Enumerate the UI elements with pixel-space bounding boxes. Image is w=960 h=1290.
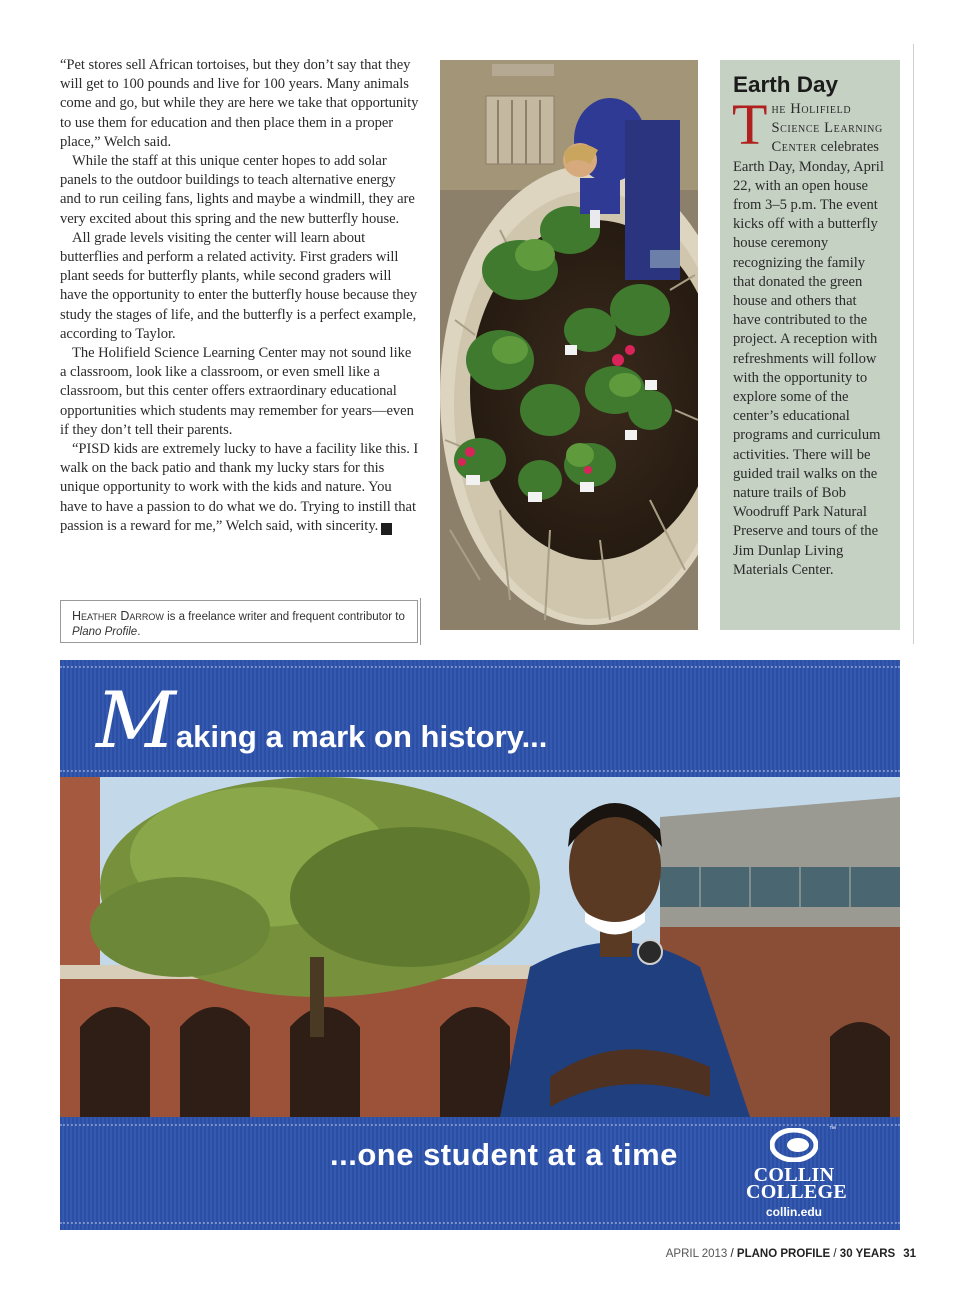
ad-tagline: ...one student at a time: [330, 1137, 678, 1172]
ad-headline: [96, 676, 547, 766]
article-paragraph-text: “PISD kids are extremely lucky to have a facility like this. I walk on the back patio and thank my lucky stars for this unique opportunity to work with the kids and nature. You have to have a passion to do what we do. Trying to instill that passion is a reward for me,” Welch said, with sincerity.: [60, 441, 419, 534]
sidebar-lead-in: he Holifield Science Learning Center: [771, 101, 883, 156]
end-mark-icon: p: [381, 523, 392, 535]
ad-student-photo: [60, 777, 900, 1117]
article-paragraph: The Holifield Science Learning Center may not sound like a classroom, look like a classroom, or even smell like a classroom, but this center offers extraordinary educational opportunities which students may remember for years—even if they don’t tell their parents.: [60, 345, 414, 438]
ad-stitch: [60, 1124, 900, 1126]
collin-college-logo: [746, 1126, 848, 1219]
magazine-name: Plano Profile: [72, 625, 138, 638]
footer-separator: /: [727, 1248, 737, 1260]
garden-photo: [440, 60, 698, 630]
footer-edition: 30 YEARS: [839, 1248, 896, 1260]
page-footer: [666, 1248, 916, 1260]
author-name: Heather Darrow: [72, 609, 164, 623]
article-paragraph: While the staff at this unique center hopes to add solar panels to the outdoor buildings to teach alternative energy and to run ceiling fans, lights and maybe a windmill, they are very excited about this spring and the new butterfly house.: [60, 153, 415, 227]
page-rule: [913, 44, 914, 644]
author-bio: [60, 600, 418, 643]
article-paragraph: “Pet stores sell African tortoises, but they don’t say that they will get to 100 pounds and live for 100 years. Many animals come and go, but while they are here we take that opportunity to use them for education and then place them in a proper place,” Welch said.: [60, 57, 419, 150]
ad-stitch: [60, 1222, 900, 1224]
page-number: 31: [903, 1248, 916, 1260]
sidebar-title: Earth Day: [733, 72, 839, 97]
logo-url: collin.edu: [765, 1205, 822, 1219]
sidebar-text: celebrates Earth Day, Monday, April 22, with an open house from 3–5 p.m. The event kicks off with a butterfly house ceremony recognizing the family that donated the green house and others that have contributed to the project. A reception with refreshments will follow with the opportunity to explore some of the center’s educational programs and curriculum activities. There will be guided trail walks on the nature trails of Bob Woodruff Park Natural Preserve and tours of the Jim Dunlap Living Materials Center.: [733, 139, 884, 578]
earth-day-sidebar: [720, 60, 900, 630]
ad-photo-illustration: [60, 777, 900, 1117]
footer-separator: /: [830, 1248, 840, 1260]
ad-stitch: [60, 666, 900, 668]
bio-text-end: .: [137, 625, 141, 638]
article-paragraph: All grade levels visiting the center will learn about butterflies and perform a related activity. First graders will plant seeds for butterfly plants, while second graders will have the opportunity to enter the butterfly house because they study the stages of life, and the butterfly is a perfect example, according to Taylor.: [60, 229, 418, 342]
bio-text: is a freelance writer and frequent contributor to: [163, 611, 405, 623]
collin-swoosh-icon: [770, 1128, 818, 1162]
article-paragraph: [60, 440, 420, 536]
collin-college-ad: [60, 660, 900, 1230]
ad-stitch: [60, 770, 900, 772]
logo-name-line2: COLLEGE: [746, 1181, 848, 1203]
article-body: [60, 56, 420, 536]
sidebar-dropcap: T: [732, 92, 768, 157]
footer-month: APRIL 2013: [665, 1248, 728, 1260]
column-rule: [420, 598, 421, 645]
footer-magazine: PLANO PROFILE: [736, 1248, 831, 1260]
logo-name-line1: COLLIN: [753, 1164, 835, 1186]
ad-headline-initial: M: [96, 676, 176, 766]
trademark-mark: ™: [829, 1126, 836, 1133]
garden-illustration: [440, 60, 698, 630]
sidebar-body: [732, 92, 887, 580]
ad-headline-rest: aking a mark on history...: [175, 719, 548, 754]
